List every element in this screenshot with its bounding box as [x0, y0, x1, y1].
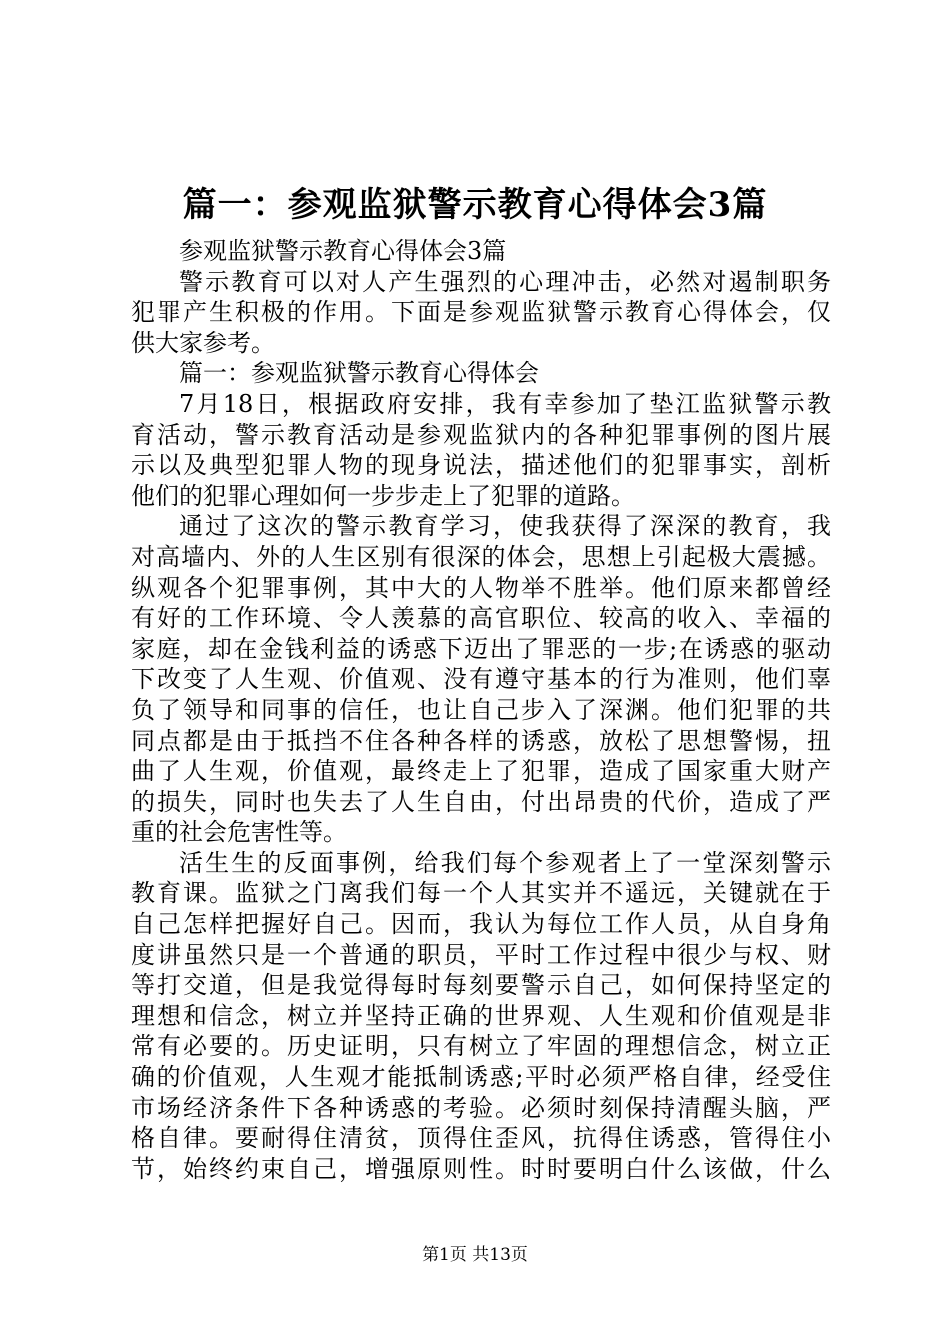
text-line: 对高墙内、外的人生区别有很深的体会，思想上引起极大震撼。: [131, 542, 831, 571]
text-line: 犯罪产生积极的作用。下面是参观监狱警示教育心得体会，仅: [131, 298, 831, 327]
text-line: 的损失，同时也失去了人生自由，付出昂贵的代价，造成了严: [131, 787, 831, 816]
text-line: 等打交道，但是我觉得每时每刻要警示自己，如何保持坚定的: [131, 971, 831, 1000]
text-line: 示以及典型犯罪人物的现身说法，描述他们的犯罪事实，剖析: [131, 451, 831, 480]
text-line: 确的价值观，人生观才能抵制诱惑;平时必须严格自律，经受住: [131, 1063, 831, 1092]
text-line: 市场经济条件下各种诱惑的考验。必须时刻保持清醒头脑，严: [131, 1093, 831, 1122]
text-line: 下改变了人生观、价值观、没有遵守基本的行为准则，他们辜: [131, 665, 831, 694]
text-line: 节，始终约束自己，增强原则性。时时要明白什么该做，什么: [131, 1154, 831, 1183]
document-body: [131, 236, 831, 1184]
text-line: 他们的犯罪心理如何一步步走上了犯罪的道路。: [131, 481, 635, 510]
text-line: 重的社会危害性等。: [131, 818, 347, 847]
text-line: 负了领导和同事的信任，也让自己步入了深渊。他们犯罪的共: [131, 695, 831, 724]
text-line: 警示教育可以对人产生强烈的心理冲击，必然对遏制职务: [179, 267, 831, 296]
text-line: 自己怎样把握好自己。因而，我认为每位工作人员，从自身角: [131, 910, 831, 939]
text-line: 教育课。监狱之门离我们每一个人其实并不遥远，关键就在于: [131, 879, 831, 908]
text-line: 度讲虽然只是一个普通的职员，平时工作过程中很少与权、财: [131, 940, 831, 969]
text-line: 格自律。要耐得住清贫，顶得住歪风，抗得住诱惑，管得住小: [131, 1124, 831, 1153]
page-footer: 第1页 共13页: [422, 1245, 528, 1265]
text-line: 育活动，警示教育活动是参观监狱内的各种犯罪事例的图片展: [131, 420, 831, 449]
text-line: 供大家参考。: [131, 328, 275, 357]
text-line: 参观监狱警示教育心得体会3篇: [179, 237, 507, 265]
text-line: 纵观各个犯罪事例，其中大的人物举不胜举。他们原来都曾经: [131, 573, 831, 602]
text-line: 常有必要的。历史证明，只有树立了牢固的理想信念，树立正: [131, 1032, 831, 1061]
document-title: 篇一：参观监狱警示教育心得体会3篇: [182, 185, 768, 225]
text-line: 理想和信念，树立并坚持正确的世界观、人生观和价值观是非: [131, 1001, 831, 1030]
text-line: 篇一：参观监狱警示教育心得体会: [179, 359, 539, 388]
text-line: 7月18日，根据政府安排，我有幸参加了垫江监狱警示教: [179, 389, 831, 418]
text-line: 家庭，却在金钱利益的诱惑下迈出了罪恶的一步;在诱惑的驱动: [131, 634, 831, 663]
text-line: 同点都是由于抵挡不住各种各样的诱惑，放松了思想警惕，扭: [131, 726, 831, 755]
text-line: 有好的工作环境、令人羡慕的高官职位、较高的收入、幸福的: [131, 604, 831, 633]
text-line: 通过了这次的警示教育学习，使我获得了深深的教育，我: [179, 512, 831, 541]
text-line: 曲了人生观，价值观，最终走上了犯罪，造成了国家重大财产: [131, 757, 831, 786]
text-line: 活生生的反面事例，给我们每个参观者上了一堂深刻警示: [179, 848, 831, 877]
